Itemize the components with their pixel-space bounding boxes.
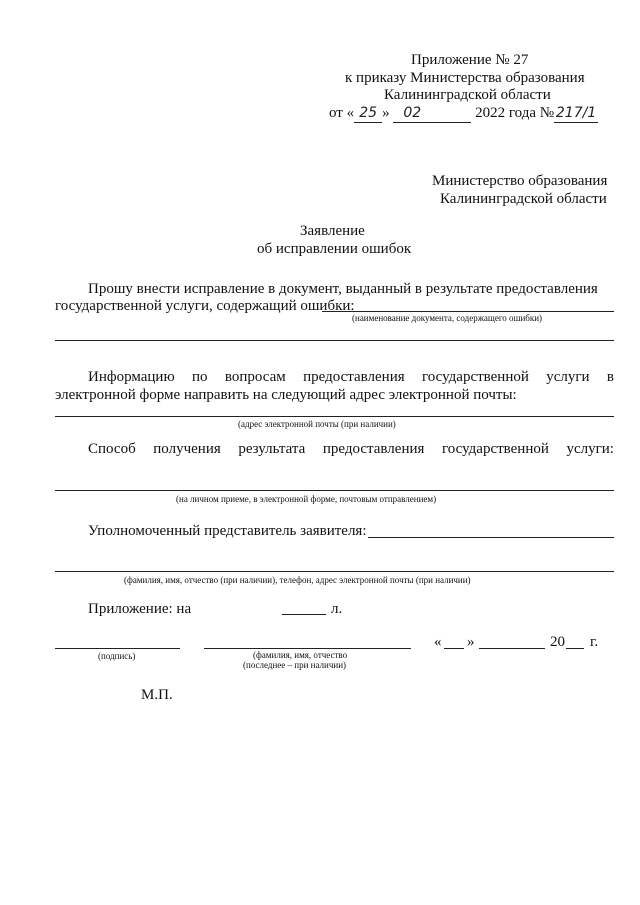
order-reference: к приказу Министерства образования [345, 70, 585, 86]
result-method-word: получения [153, 441, 221, 457]
signing-year-prefix: 20 [550, 634, 565, 650]
order-date-line [329, 104, 598, 123]
recipient-line-2: Калининградской области [440, 191, 607, 207]
signature-caption: (подпись) [98, 651, 136, 661]
full-name-caption-2: (последнее – при наличии) [243, 660, 347, 670]
result-method-caption: (на личном приеме, в электронной форме, почтовым отправлением) [176, 494, 437, 504]
document-subtitle: об исправлении ошибок [257, 241, 412, 257]
document-name-caption: (наименование документа, содержащего ошибки) [352, 313, 543, 323]
document-name-line-2[interactable] [55, 340, 614, 341]
date-prefix: от « [329, 105, 355, 121]
email-info-word: вопросам [224, 369, 286, 385]
correction-request-text: Прошу внести исправление в документ, выданный в результате предоставления [88, 281, 598, 297]
signing-date-open: « [434, 634, 442, 650]
document-title: Заявление [300, 223, 365, 239]
email-info-word: в [606, 369, 614, 385]
recipient-line-1: Министерство образования [432, 173, 608, 189]
result-method-text [88, 440, 614, 458]
order-day: 25 [354, 104, 382, 123]
representative-text: Уполномоченный представитель заявителя: [88, 523, 367, 539]
order-year: 2022 года № [475, 105, 555, 121]
result-method-word: услуги: [566, 441, 614, 457]
document-name-line[interactable] [322, 311, 614, 312]
email-info-text [88, 368, 614, 386]
full-name-caption: (фамилия, имя, отчество [253, 650, 348, 660]
signing-year-line[interactable] [566, 648, 584, 649]
email-info-word: предоставления [303, 369, 405, 385]
signing-date-close: » [467, 634, 475, 650]
email-info-word: по [192, 369, 208, 385]
representative-line-2[interactable] [55, 571, 614, 572]
stamp-place: М.П. [141, 687, 173, 703]
result-method-word: результата [238, 441, 306, 457]
signing-day-line[interactable] [444, 648, 464, 649]
attachment-label: Приложение: на [88, 601, 192, 617]
email-line[interactable] [55, 416, 614, 417]
result-method-word: предоставления [322, 441, 425, 457]
order-month: 02 [393, 104, 471, 123]
result-method-line[interactable] [55, 490, 614, 491]
email-info-word: государственной [421, 369, 529, 385]
attachment-pages-line[interactable] [282, 614, 326, 615]
representative-line[interactable] [368, 537, 614, 538]
result-method-word: государственной [441, 441, 549, 457]
result-method-word: Способ [88, 441, 136, 457]
email-info-word: услуги [546, 369, 590, 385]
attachment-suffix: л. [331, 601, 343, 617]
signing-year-suffix: г. [590, 634, 599, 650]
email-info-word: Информацию [88, 369, 175, 385]
correction-request-text-2: государственной услуги, содержащий ошибки: [55, 298, 355, 314]
signing-month-line[interactable] [479, 648, 545, 649]
email-info-text-2: электронной форме направить на следующий адрес электронной почты: [55, 387, 517, 403]
order-region: Калининградской области [384, 87, 551, 103]
email-caption: (адрес электронной почты (при наличии) [238, 419, 396, 429]
annex-number: Приложение № 27 [411, 52, 529, 68]
order-number: 217/1 [555, 105, 597, 121]
date-mid: » [382, 105, 390, 121]
full-name-line[interactable] [204, 648, 411, 649]
representative-caption: (фамилия, имя, отчество (при наличии), телефон, адрес электронной почты (при наличии) [124, 575, 471, 585]
signature-line[interactable] [55, 648, 180, 649]
